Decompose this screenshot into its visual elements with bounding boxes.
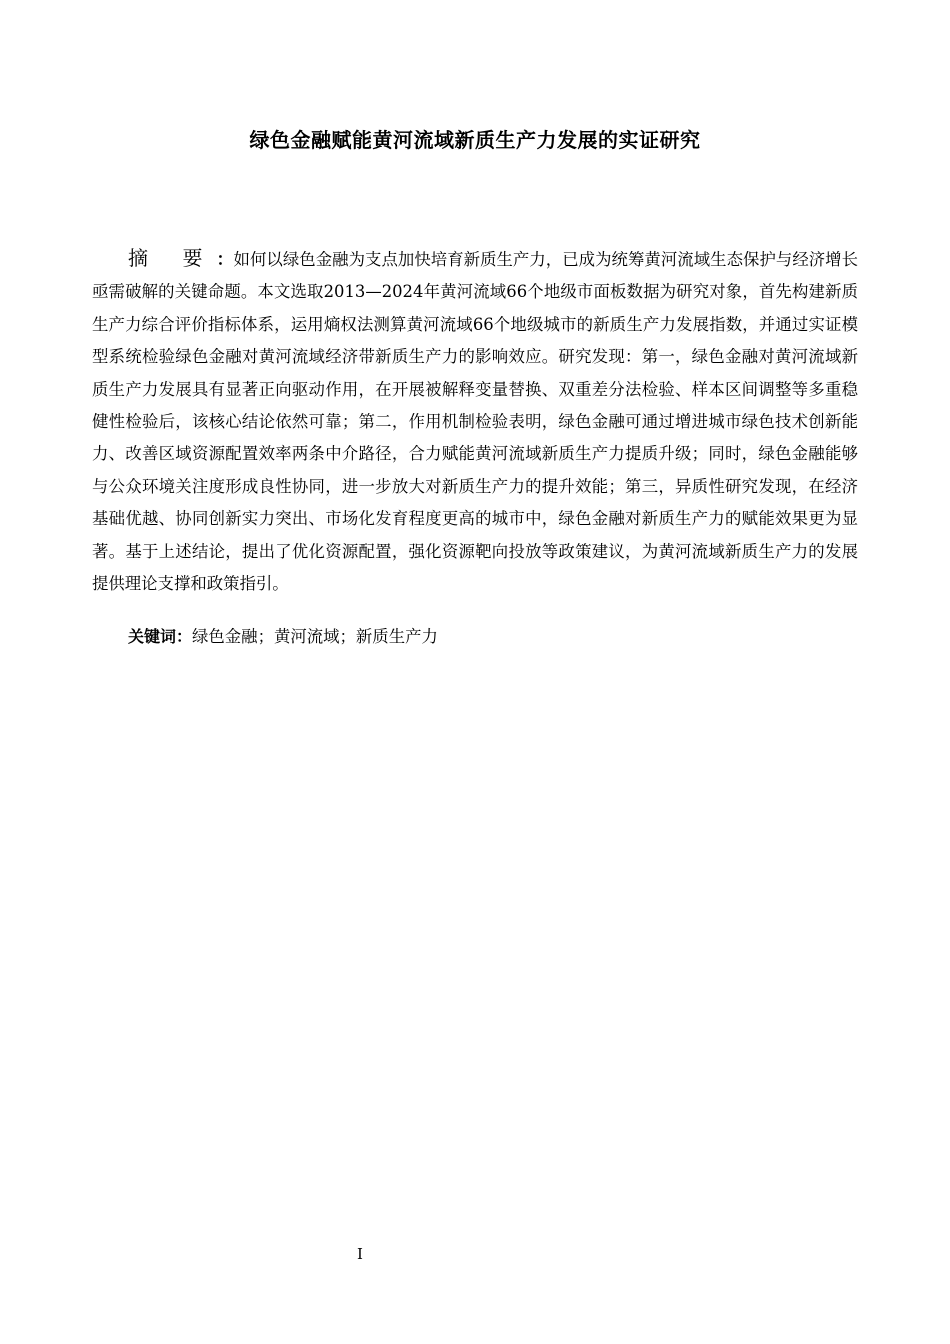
abstract-label-text: 摘 要 [128, 246, 217, 270]
page-number: I [357, 1245, 363, 1263]
keywords-text: 绿色金融；黄河流域；新质生产力 [192, 627, 438, 646]
paper-title: 绿色金融赋能黄河流域新质生产力发展的实证研究 [249, 128, 701, 152]
keywords-line [128, 621, 858, 653]
abstract-paragraph [92, 242, 858, 600]
keywords-label: 关键词： [128, 627, 193, 646]
abstract-label-colon: ： [216, 250, 234, 270]
abstract-label [128, 246, 234, 270]
abstract-text: 如何以绿色金融为支点加快培育新质生产力，已成为统筹黄河流域生态保护与经济增长亟需破解的关键命题。本文选取2013—2024年黄河流域66个地级市面板数据为研究对象，首先构建新质生产力综合评价指标体系，运用熵权法测算黄河流域66个地级城市的新质生产力发展指数，并通过实证模型系统检验绿色金融对黄河流域经济带新质生产力的影响效应。研究发现：第一，绿色金融对黄河流域新质生产力发展具有显著正向驱动作用，在开展被解释变量替换、双重差分法检验、样本区间调整等多重稳健性检验后，该核心结论依然可靠；第二，作用机制检验表明，绿色金融可通过增进城市绿色技术创新能力、改善区域资源配置效率两条中介路径，合力赋能黄河流域新质生产力提质升级；同时，绿色金融能够与公众环境关注度形成良性协同，进一步放大对新质生产力的提升效能；第三，异质性研究发现，在经济基础优越、协同创新实力突出、市场化发育程度更高的城市中，绿色金融对新质生产力的赋能效果更为显著。基于上述结论，提出了优化资源配置，强化资源靶向投放等政策建议，为黄河流域新质生产力的发展提供理论支撑和政策指引。 [92, 250, 859, 594]
